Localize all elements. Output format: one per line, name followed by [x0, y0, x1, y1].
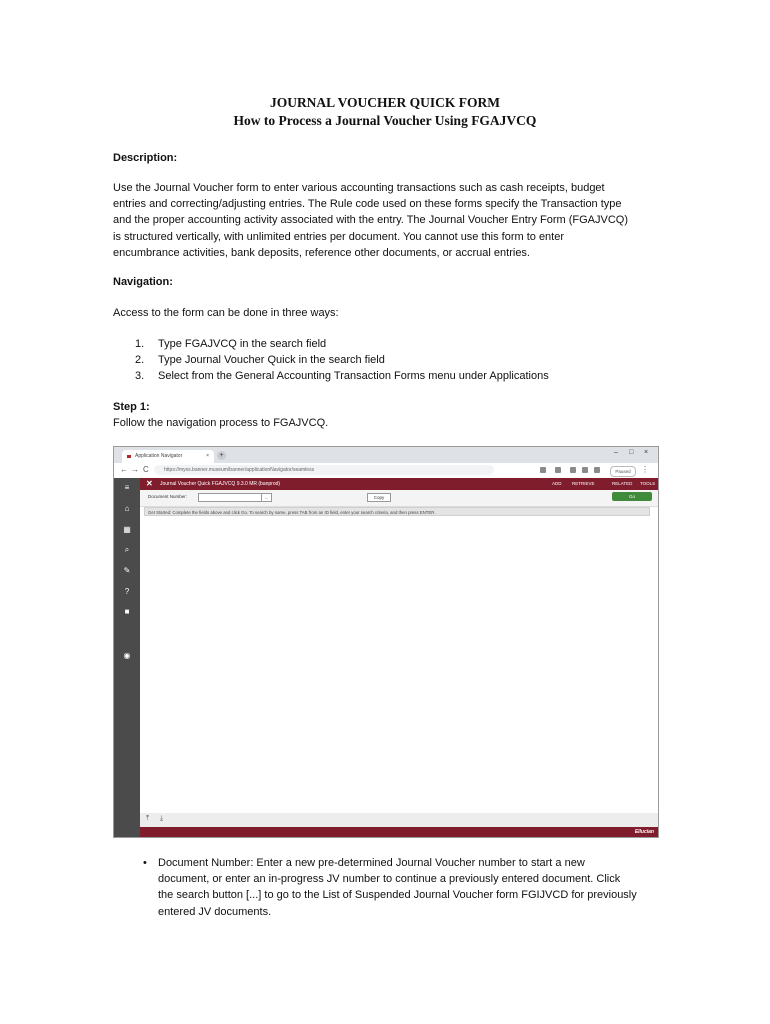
description-line: Use the Journal Voucher form to enter various accounting transactions such as cash receipts, budget — [113, 182, 605, 194]
pause-button[interactable]: Paused — [610, 466, 636, 477]
recent-icon[interactable]: ✎ — [123, 566, 131, 575]
get-started-hint: Get Started: Complete the fields above and click Go. To search by name, press TAB from an ID field, enter your search criteria, and then press ENTER. — [144, 507, 650, 516]
extension-icon[interactable] — [594, 467, 600, 473]
browser-tab-bar — [114, 447, 658, 463]
url-input[interactable]: https://myss.banner.museum/banner/applicationNavigator/seamless — [154, 465, 494, 475]
embedded-screenshot — [113, 446, 659, 838]
related-button[interactable]: RELATED — [612, 481, 633, 486]
bullet-line: entered JV documents. — [158, 905, 272, 918]
banner-app-bar — [140, 478, 658, 490]
retrieve-button[interactable]: RETRIEVE — [572, 481, 595, 486]
document-title: JOURNAL VOUCHER QUICK FORM — [269, 95, 501, 110]
list-item — [113, 336, 549, 352]
list-number: 1. — [135, 338, 145, 350]
tab-label: Application Navigator — [135, 453, 183, 459]
maximize-icon[interactable]: □ — [629, 449, 634, 456]
add-button[interactable]: ADD — [552, 481, 562, 486]
bullet-dot: • — [143, 857, 147, 869]
document-search-button[interactable]: ... — [261, 493, 272, 502]
browser-address-bar — [114, 463, 658, 479]
search-icon[interactable]: ⌕ — [124, 545, 130, 554]
key-block — [140, 490, 658, 507]
first-record-icon[interactable]: ⤒ — [146, 815, 150, 822]
step1-heading: Step 1: — [113, 401, 150, 413]
bullet-line: the search button [...] to go to the List of Suspended Journal Voucher form FGIJVCD for previously — [158, 889, 637, 902]
list-text: Type FGAJVCQ in the search field — [158, 338, 327, 350]
home-icon[interactable]: ⌂ — [124, 504, 130, 513]
banner-sidebar — [114, 478, 140, 837]
browser-menu-icon[interactable]: ⋮ — [641, 465, 649, 474]
go-button[interactable]: Go — [612, 492, 652, 501]
bookmark-icon[interactable] — [555, 467, 561, 473]
brand-logo: Ellucian — [634, 829, 654, 835]
list-text: Type Journal Voucher Quick in the search field — [158, 354, 385, 367]
banner-footer — [140, 827, 658, 837]
list-item — [113, 352, 549, 368]
bullet-line: document, or enter an in-progress JV number to continue a previously entered document. Click — [158, 873, 621, 886]
help-icon[interactable]: ? — [124, 587, 130, 596]
browser-tab[interactable] — [122, 450, 214, 463]
navigation-intro: Access to the form can be done in three ways: — [113, 307, 339, 319]
back-icon[interactable]: ← — [120, 465, 128, 474]
reload-icon[interactable]: C — [143, 465, 149, 474]
list-number: 2. — [135, 354, 145, 367]
copy-button[interactable]: Copy — [367, 493, 391, 502]
last-record-icon[interactable]: ⤓ — [160, 815, 164, 822]
navigation-list — [113, 336, 549, 385]
form-title: Journal Voucher Quick FGAJVCQ 9.3.0 MR (banprod) — [160, 481, 281, 487]
bullet-line: Document Number: Enter a new pre-determined Journal Voucher number to start a new — [158, 857, 585, 869]
favicon-icon — [127, 455, 131, 458]
bottom-toolbar — [140, 813, 658, 827]
user-icon[interactable]: ◉ — [123, 651, 131, 660]
extension-icon[interactable] — [570, 467, 576, 473]
description-heading: Description: — [113, 152, 178, 164]
description-line: encumbrance activities, bank deposits, reference other documents, or accrual entries. — [113, 246, 530, 259]
tab-close-icon[interactable]: × — [206, 453, 209, 459]
new-tab-button[interactable]: + — [217, 451, 226, 460]
description-line: entries and correcting/adjusting entries. The Rule code used on these forms specify the Transaction type — [113, 198, 622, 211]
zoom-icon[interactable] — [540, 467, 546, 473]
form-close-icon[interactable]: ✕ — [146, 479, 153, 488]
applications-icon[interactable]: ▦ — [123, 525, 131, 534]
document-number-input[interactable] — [198, 493, 262, 502]
list-item — [113, 368, 549, 384]
document-number-bullet — [113, 855, 661, 920]
minimize-icon[interactable]: – — [614, 449, 618, 456]
extension-icon[interactable] — [582, 467, 588, 473]
lock-icon[interactable]: ■ — [124, 607, 130, 616]
navigation-heading: Navigation: — [113, 276, 173, 288]
menu-icon[interactable]: ≡ — [124, 483, 130, 492]
list-text: Select from the General Accounting Transaction Forms menu under Applications — [158, 370, 549, 383]
step1-text: Follow the navigation process to FGAJVCQ. — [113, 417, 329, 429]
description-line: is structured vertically, with unlimited entries per document. You cannot use this form to enter — [113, 230, 565, 243]
description-paragraph — [113, 180, 661, 261]
forward-icon[interactable]: → — [131, 465, 139, 474]
document-number-label: Document Number: — [148, 494, 188, 499]
window-close-icon[interactable]: × — [644, 449, 649, 456]
document-subtitle: How to Process a Journal Voucher Using FGAJVCQ — [233, 113, 537, 128]
list-number: 3. — [135, 370, 145, 383]
description-line: and the proper accounting activity associated with the entry. The Journal Voucher Entry Form (FGAJVCQ) — [113, 214, 628, 227]
tools-button[interactable]: TOOLS — [640, 481, 656, 486]
